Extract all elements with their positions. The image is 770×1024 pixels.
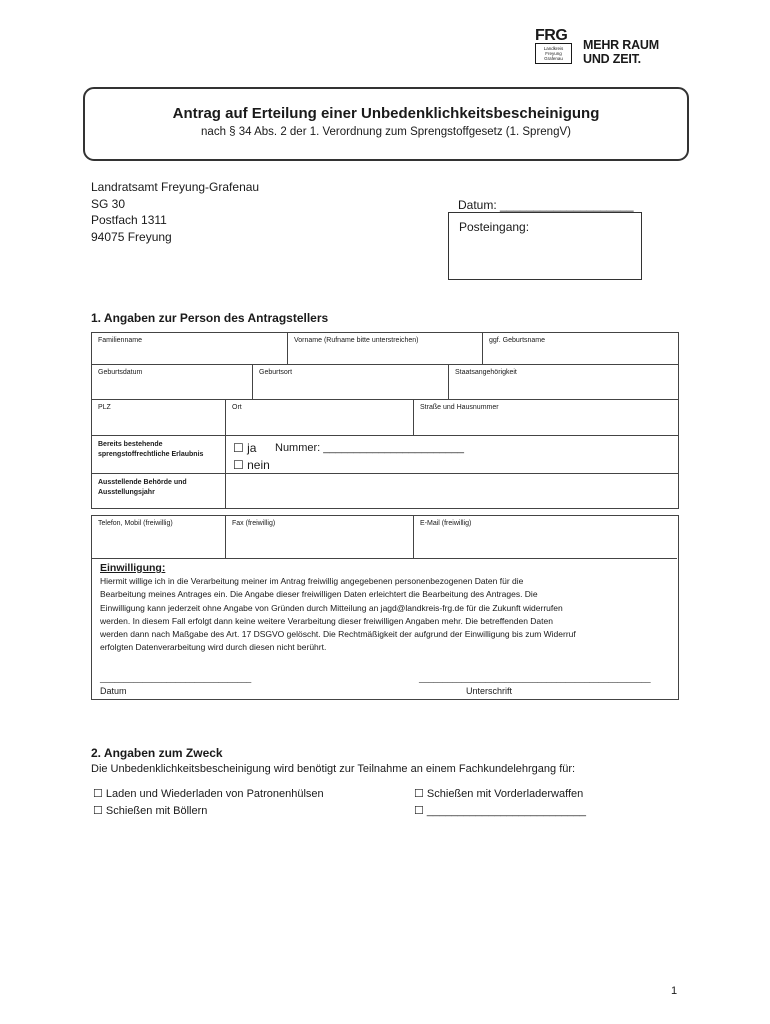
logo-acronym: FRG xyxy=(535,27,568,44)
geburtsname-field[interactable]: ggf. Geburtsname xyxy=(483,333,678,365)
section-1-title: 1. Angaben zur Person des Antragstellers xyxy=(91,311,329,325)
option-patronenhuelsen-checkbox[interactable]: ☐ Laden und Wiederladen von Patronenhülsen xyxy=(93,788,324,800)
option-boellern-checkbox[interactable]: ☐ Schießen mit Böllern xyxy=(93,805,208,817)
logo-district-box: Landkreis Freyung Grafenau xyxy=(535,43,572,64)
consent-datum-line[interactable]: ________________________________ xyxy=(100,673,252,683)
behoerde-field[interactable] xyxy=(226,474,678,508)
datum-field[interactable]: Datum: ____________________ xyxy=(458,198,634,212)
plz-field[interactable]: PLZ xyxy=(92,400,226,436)
option-vorderlader-checkbox[interactable]: ☐ Schießen mit Vorderladerwaffen xyxy=(414,788,584,800)
erlaubnis-ja-checkbox[interactable]: ☐ ja xyxy=(233,441,257,455)
familienname-field[interactable]: Familienname xyxy=(92,333,288,365)
logo-slogan: MEHR RAUM UND ZEIT. xyxy=(583,38,659,66)
erlaubnis-label-cell: Bereits bestehende sprengstoffrechtliche Erlaubnis xyxy=(92,436,226,474)
title-box xyxy=(83,87,689,161)
fax-field[interactable]: Fax (freiwillig) xyxy=(226,516,414,559)
email-field[interactable]: E-Mail (freiwillig) xyxy=(414,516,677,559)
posteingang-box xyxy=(448,212,642,280)
personal-data-table xyxy=(91,332,679,509)
geburtsdatum-field[interactable]: Geburtsdatum xyxy=(92,365,253,400)
geburtsort-field[interactable]: Geburtsort xyxy=(253,365,449,400)
district-logo xyxy=(535,28,575,66)
vorname-field[interactable]: Vorname (Rufname bitte unterstreichen) xyxy=(288,333,483,365)
recipient-address: Landratsamt Freyung-Grafenau SG 30 Postfach 1311 94075 Freyung xyxy=(91,180,260,244)
consent-datum-label: Datum xyxy=(100,686,127,696)
section-2-title: 2. Angaben zum Zweck xyxy=(91,746,223,760)
erlaubnis-nein-checkbox[interactable]: ☐ nein xyxy=(233,458,270,472)
page-title: Antrag auf Erteilung einer Unbedenklichkeitsbescheinigung xyxy=(172,105,600,122)
ort-field[interactable]: Ort xyxy=(226,400,414,436)
erlaubnis-options-cell xyxy=(226,436,678,474)
staatsangehoerigkeit-field[interactable]: Staatsangehörigkeit xyxy=(449,365,678,400)
option-other-checkbox[interactable]: ☐ __________________________ xyxy=(414,805,586,817)
page-number: 1 xyxy=(671,985,678,997)
posteingang-label: Posteingang: xyxy=(459,220,530,234)
section-2-intro: Die Unbedenklichkeitsbescheinigung wird benötigt zur Teilnahme an einem Fachkundelehrgang für: xyxy=(91,763,576,775)
behoerde-label-cell: Ausstellende Behörde und Ausstellungsjahr xyxy=(92,474,226,508)
page-subtitle: nach § 34 Abs. 2 der 1. Verordnung zum Sprengstoffgesetz (1. SprengV) xyxy=(201,126,571,138)
contact-consent-table xyxy=(91,515,679,700)
telefon-field[interactable]: Telefon, Mobil (freiwillig) xyxy=(92,516,226,559)
strasse-field[interactable]: Straße und Hausnummer xyxy=(414,400,678,436)
consent-title: Einwilligung: xyxy=(100,562,166,574)
erlaubnis-nummer-field[interactable]: Nummer: _______________________ xyxy=(275,442,464,454)
consent-signature-line[interactable]: _________________________________________________ xyxy=(419,673,651,683)
consent-text: Hiermit willige ich in die Verarbeitung meiner im Antrag freiwillig angegebenen personenbezogenen Daten für die Bearbeitung meines Antrages ein. Die Angabe dieser freiwilligen Daten erleichtert die Bearbeitung des Antrages. Die Einwilligung kann jederzeit ohne Angabe von Gründen durch Mitteilung an jagd@landkreis-frg.de für die Zukunft widerrufen werden. In diesem Fall erfolgt dann keine weitere Verarbeitung dieser freiwilligen Angaben mehr. Die betreffenden Daten werden dann nach Maßgabe des Art. 17 DSGVO gelöscht. Die Rechtmäßigkeit der aufgrund der Einwilligung bis zum Widerruf erfolgten Datenverarbeitung wird durch diesen nicht berührt. xyxy=(100,576,576,653)
consent-signature-label: Unterschrift xyxy=(466,686,513,696)
